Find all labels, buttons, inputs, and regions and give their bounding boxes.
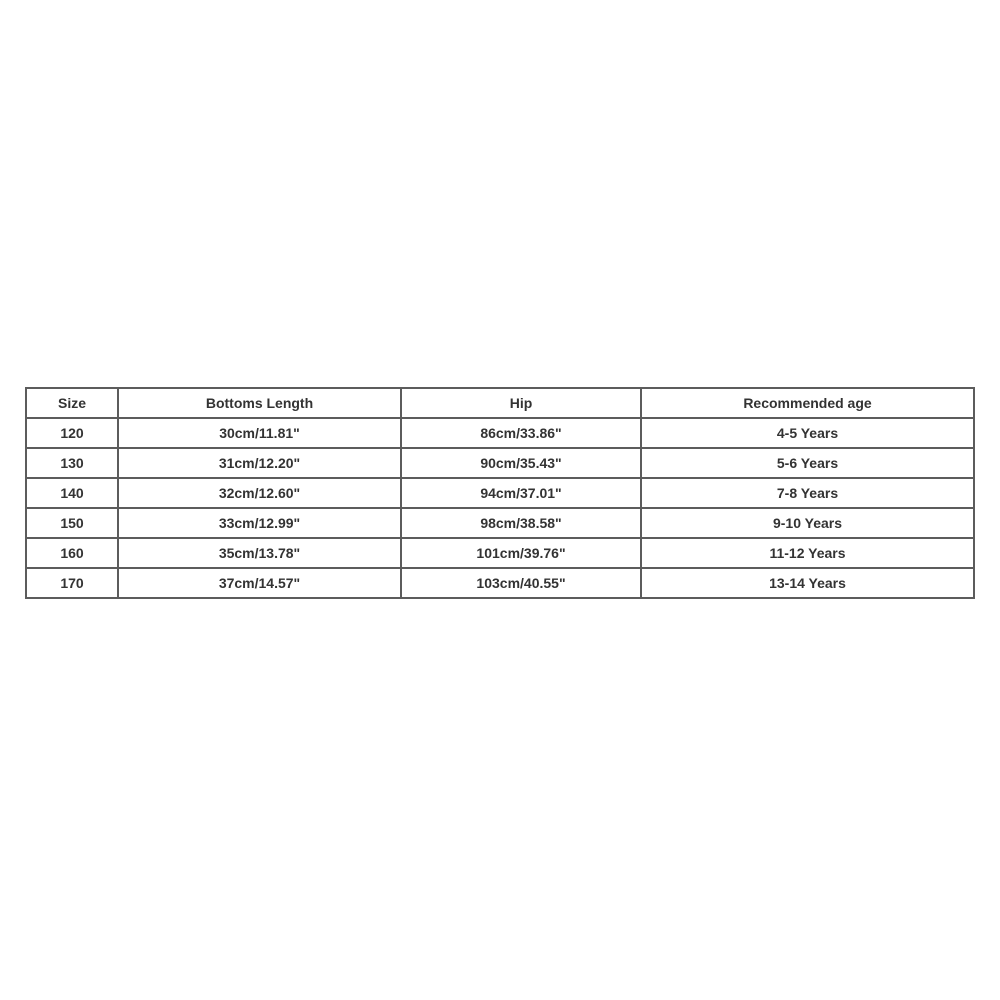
cell-bottoms-length: 31cm/12.20"	[118, 448, 401, 478]
cell-size: 130	[26, 448, 118, 478]
cell-size: 140	[26, 478, 118, 508]
cell-hip: 98cm/38.58"	[401, 508, 641, 538]
cell-recommended-age: 11-12 Years	[641, 538, 974, 568]
cell-size: 150	[26, 508, 118, 538]
header-size: Size	[26, 388, 118, 418]
cell-bottoms-length: 35cm/13.78"	[118, 538, 401, 568]
cell-bottoms-length: 32cm/12.60"	[118, 478, 401, 508]
cell-recommended-age: 9-10 Years	[641, 508, 974, 538]
cell-bottoms-length: 37cm/14.57"	[118, 568, 401, 598]
table-row	[26, 478, 974, 508]
header-recommended-age: Recommended age	[641, 388, 974, 418]
cell-hip: 90cm/35.43"	[401, 448, 641, 478]
cell-recommended-age: 13-14 Years	[641, 568, 974, 598]
table-row	[26, 538, 974, 568]
header-bottoms-length: Bottoms Length	[118, 388, 401, 418]
cell-hip: 103cm/40.55"	[401, 568, 641, 598]
cell-size: 170	[26, 568, 118, 598]
cell-size: 120	[26, 418, 118, 448]
table-row	[26, 508, 974, 538]
cell-hip: 94cm/37.01"	[401, 478, 641, 508]
cell-bottoms-length: 30cm/11.81"	[118, 418, 401, 448]
cell-bottoms-length: 33cm/12.99"	[118, 508, 401, 538]
cell-size: 160	[26, 538, 118, 568]
cell-hip: 86cm/33.86"	[401, 418, 641, 448]
table-row	[26, 418, 974, 448]
cell-recommended-age: 5-6 Years	[641, 448, 974, 478]
cell-recommended-age: 7-8 Years	[641, 478, 974, 508]
header-hip: Hip	[401, 388, 641, 418]
table-row	[26, 568, 974, 598]
cell-hip: 101cm/39.76"	[401, 538, 641, 568]
size-chart-table	[25, 387, 975, 599]
cell-recommended-age: 4-5 Years	[641, 418, 974, 448]
table-header-row	[26, 388, 974, 418]
table-row	[26, 448, 974, 478]
